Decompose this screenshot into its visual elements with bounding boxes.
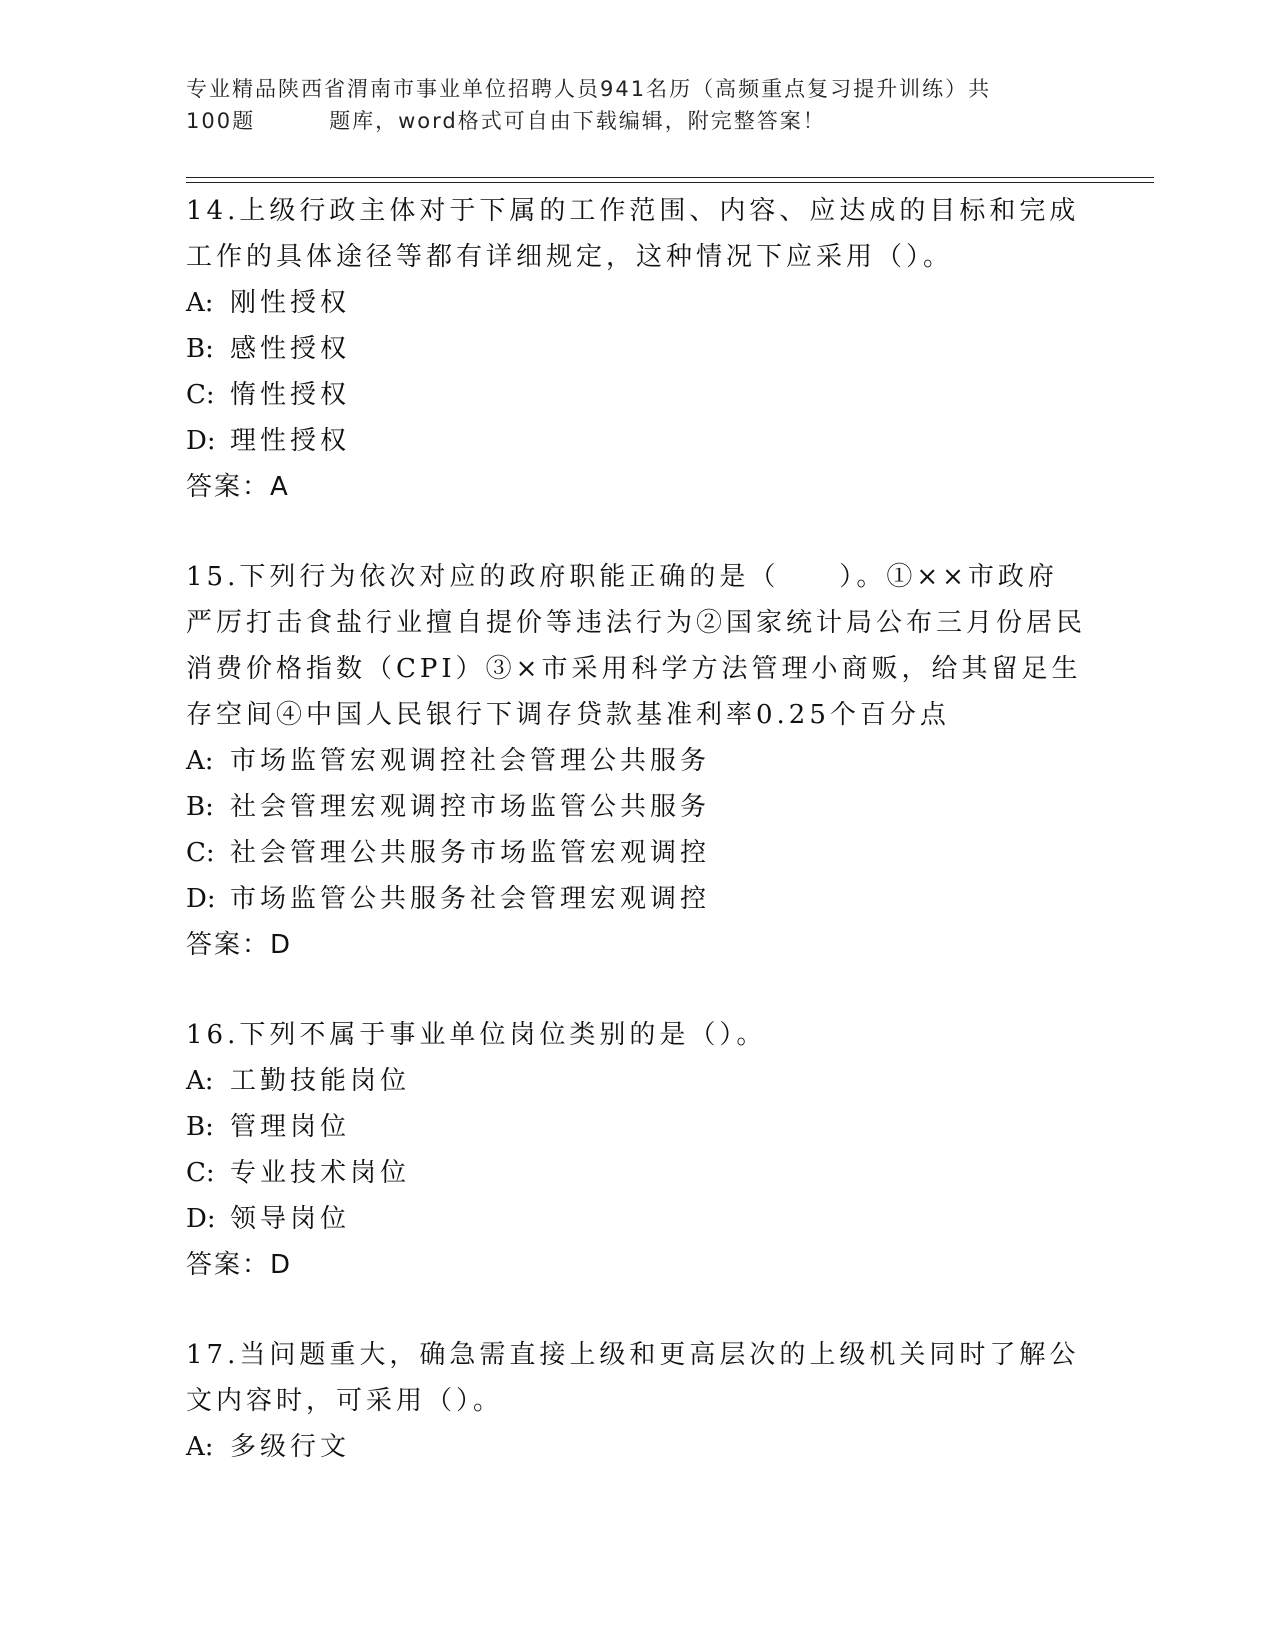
option-b — [186, 784, 1086, 830]
option-text: 领导岗位 — [230, 1204, 351, 1234]
question-text: 14.上级行政主体对于下属的工作范围、内容、应达成的目标和完成工作的具体途径等都有详细规定，这种情况下应采用（）。 — [186, 196, 1080, 272]
header-title-line: 专业精品陕西省渭南市事业单位招聘人员941名历（高频重点复习提升训练）共 — [186, 77, 992, 101]
option-letter: C: — [186, 838, 215, 868]
option-text: 感性授权 — [230, 334, 351, 364]
option-b — [186, 326, 1086, 372]
option-a — [186, 1058, 1086, 1104]
option-b — [186, 1104, 1086, 1150]
option-text: 社会管理宏观调控市场监管公共服务 — [230, 792, 711, 822]
option-letter: A: — [186, 1432, 214, 1462]
header-divider-top — [186, 177, 1154, 178]
option-text: 刚性授权 — [230, 288, 351, 318]
option-text: 多级行文 — [230, 1432, 351, 1462]
question-15 — [186, 554, 1086, 968]
question-list — [186, 188, 1086, 1514]
option-letter: B: — [186, 792, 214, 822]
option-text: 专业技术岗位 — [230, 1158, 411, 1188]
option-letter: C: — [186, 380, 215, 410]
option-text: 社会管理公共服务市场监管宏观调控 — [230, 838, 711, 868]
option-text: 市场监管公共服务社会管理宏观调控 — [230, 884, 711, 914]
option-text: 理性授权 — [230, 426, 351, 456]
question-text: 16.下列不属于事业单位岗位类别的是（）。 — [186, 1020, 767, 1050]
option-c — [186, 1150, 1086, 1196]
option-c — [186, 372, 1086, 418]
option-letter: A: — [186, 288, 214, 318]
option-text: 惰性授权 — [230, 380, 351, 410]
option-letter: A: — [186, 1066, 214, 1096]
document-header — [186, 73, 1066, 137]
option-a — [186, 738, 1086, 784]
option-a — [186, 280, 1086, 326]
option-text: 市场监管宏观调控社会管理公共服务 — [230, 746, 711, 776]
option-c — [186, 830, 1086, 876]
question-17 — [186, 1332, 1086, 1470]
option-letter: C: — [186, 1158, 215, 1188]
option-letter: A: — [186, 746, 214, 776]
option-a — [186, 1424, 1086, 1470]
header-subtitle-line — [186, 105, 1066, 137]
option-letter: B: — [186, 1112, 214, 1142]
option-letter: B: — [186, 334, 214, 364]
option-letter: D: — [186, 426, 216, 456]
header-description: 题库，word格式可自由下载编辑，附完整答案！ — [329, 109, 826, 133]
answer-line: 答案：D — [186, 1250, 293, 1280]
option-d — [186, 418, 1086, 464]
option-text: 工勤技能岗位 — [230, 1066, 411, 1096]
option-d — [186, 876, 1086, 922]
question-text: 17.当问题重大，确急需直接上级和更高层次的上级机关同时了解公文内容时，可采用（）。 — [186, 1340, 1080, 1416]
question-16 — [186, 1012, 1086, 1288]
header-divider-bottom — [186, 182, 1154, 183]
question-text: 15.下列行为依次对应的政府职能正确的是（ ）。①××市政府严厉打击食盐行业擅自提价等违法行为②国家统计局公布三月份居民消费价格指数（CPI）③×市采用科学方法管理小商贩，给其留足生存空间④中国人民银行下调存贷款基准利率0.25个百分点 — [186, 562, 1087, 730]
option-letter: D: — [186, 1204, 216, 1234]
answer-line: 答案：A — [186, 472, 290, 502]
option-text: 管理岗位 — [230, 1112, 351, 1142]
option-letter: D: — [186, 884, 216, 914]
question-14 — [186, 188, 1086, 510]
option-d — [186, 1196, 1086, 1242]
answer-line: 答案：D — [186, 930, 293, 960]
header-question-count: 100题 — [186, 109, 256, 133]
